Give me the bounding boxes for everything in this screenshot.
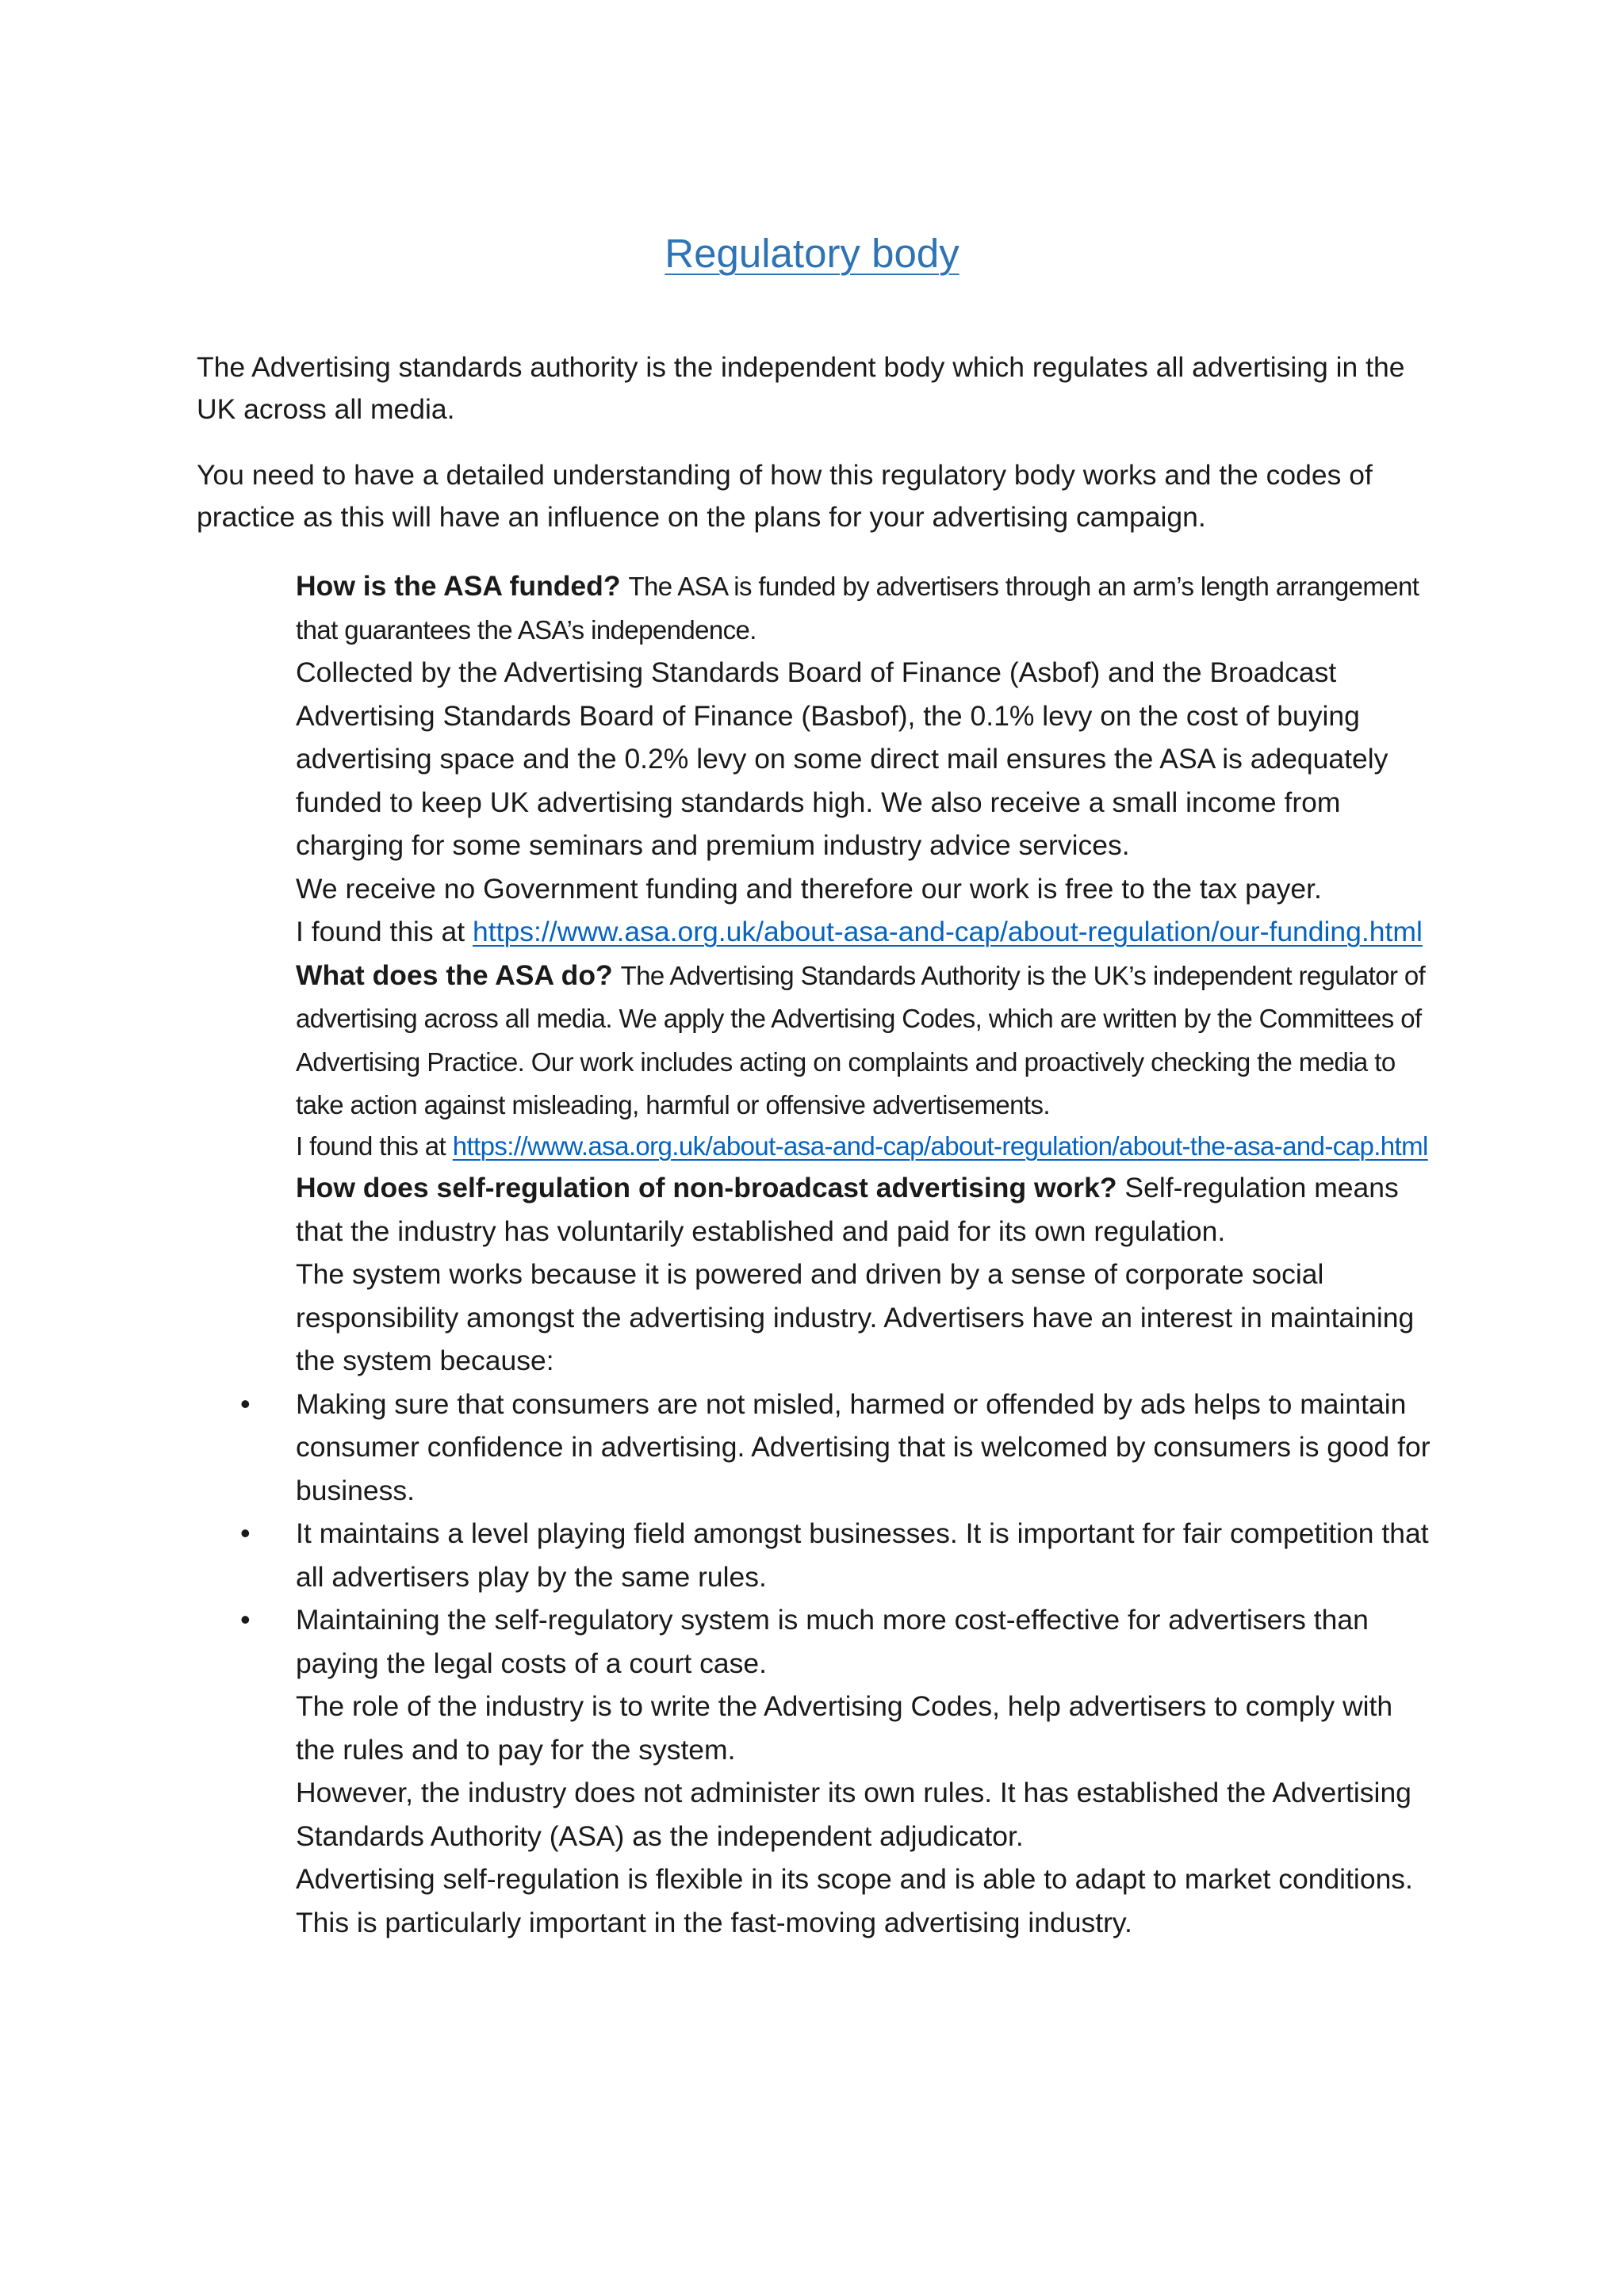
bullet-text: It maintains a level playing field amongst businesses. It is important for fair competition that all advertisers play by the same rules. [296,1517,1429,1593]
bullet-icon: • [240,1603,251,1636]
bullet-text: Maintaining the self-regulatory system is much more cost-effective for advertisers than paying the legal costs of a court case. [296,1604,1369,1679]
closing-paragraph-2: However, the industry does not administer its own rules. It has established the Advertising Standards Authority (ASA) as the independent adjudicator. [296,1777,1411,1852]
funding-government: We receive no Government funding and therefore our work is free to the tax payer. [296,872,1322,905]
funding-section [296,564,1438,651]
bullet-icon: • [240,1517,251,1549]
funding-source-prefix: I found this at [296,916,465,947]
intro-paragraph-2: You need to have a detailed understanding of how this regulatory body works and the codes of practice as this will have an influence on the plans for your advertising campaign. [197,459,1373,533]
role-question: What does the ASA do? [296,959,613,991]
funding-answer: The ASA is funded by advertisers through an arm’s length arrangement that guarantees the ASA’s independence. [296,572,1419,645]
list-item [240,1512,1438,1598]
funding-source [296,910,1438,954]
role-section [296,954,1438,1127]
role-answer: The Advertising Standards Authority is the UK’s independent regulator of advertising across all media. We apply the Advertising Codes, which are written by the Committees of Advertising Practice. Our work includes acting on complaints and proactively checking the media to take action against misleading, harmful or offensive advertisements. [296,960,1426,1119]
self-regulation-system: The system works because it is powered and driven by a sense of corporate social responsibility amongst the advertising industry. Advertisers have an interest in maintaining the system because: [296,1258,1415,1376]
page-title: Regulatory body [665,231,959,276]
funding-question: How is the ASA funded? [296,570,621,602]
self-regulation-bullet-list [240,1383,1438,1686]
intro-paragraph-1: The Advertising standards authority is the independent body which regulates all advertising in the UK across all media. [197,351,1405,425]
self-regulation-answer: Self-regulation means that the industry has voluntarily established and paid for its own regulation. [296,1172,1399,1247]
list-item [240,1598,1438,1685]
role-source-link[interactable]: https://www.asa.org.uk/about-asa-and-cap/about-regulation/about-the-asa-and-cap.html [452,1131,1428,1161]
funding-detail: Collected by the Advertising Standards Board of Finance (Asbof) and the Broadcast Advertising Standards Board of Finance (Basbof), the 0.1% levy on the cost of buying advertising space and the 0.2% levy on some direct mail ensures the ASA is adequately funded to keep UK advertising standards high. We also receive a small income from charging for some seminars and premium industry advice services. [296,656,1388,861]
self-regulation-section [296,1166,1438,1253]
role-source-prefix: I found this at [296,1131,446,1161]
closing-paragraph-3: Advertising self-regulation is flexible in its scope and is able to adapt to market conditions. This is particularly important in the fast-moving advertising industry. [296,1863,1413,1938]
role-source [296,1127,1438,1167]
self-regulation-question: How does self-regulation of non-broadcast advertising work? [296,1172,1117,1203]
funding-source-link[interactable]: https://www.asa.org.uk/about-asa-and-cap/about-regulation/our-funding.html [473,916,1423,947]
list-item [240,1383,1438,1513]
closing-paragraph-1: The role of the industry is to write the Advertising Codes, help advertisers to comply with the rules and to pay for the system. [296,1690,1393,1766]
indented-content [240,564,1438,1944]
bullet-text: Making sure that consumers are not misled, harmed or offended by ads helps to maintain consumer confidence in advertising. Advertising that is welcomed by consumers is good for business. [296,1387,1431,1506]
bullet-icon: • [240,1387,251,1420]
